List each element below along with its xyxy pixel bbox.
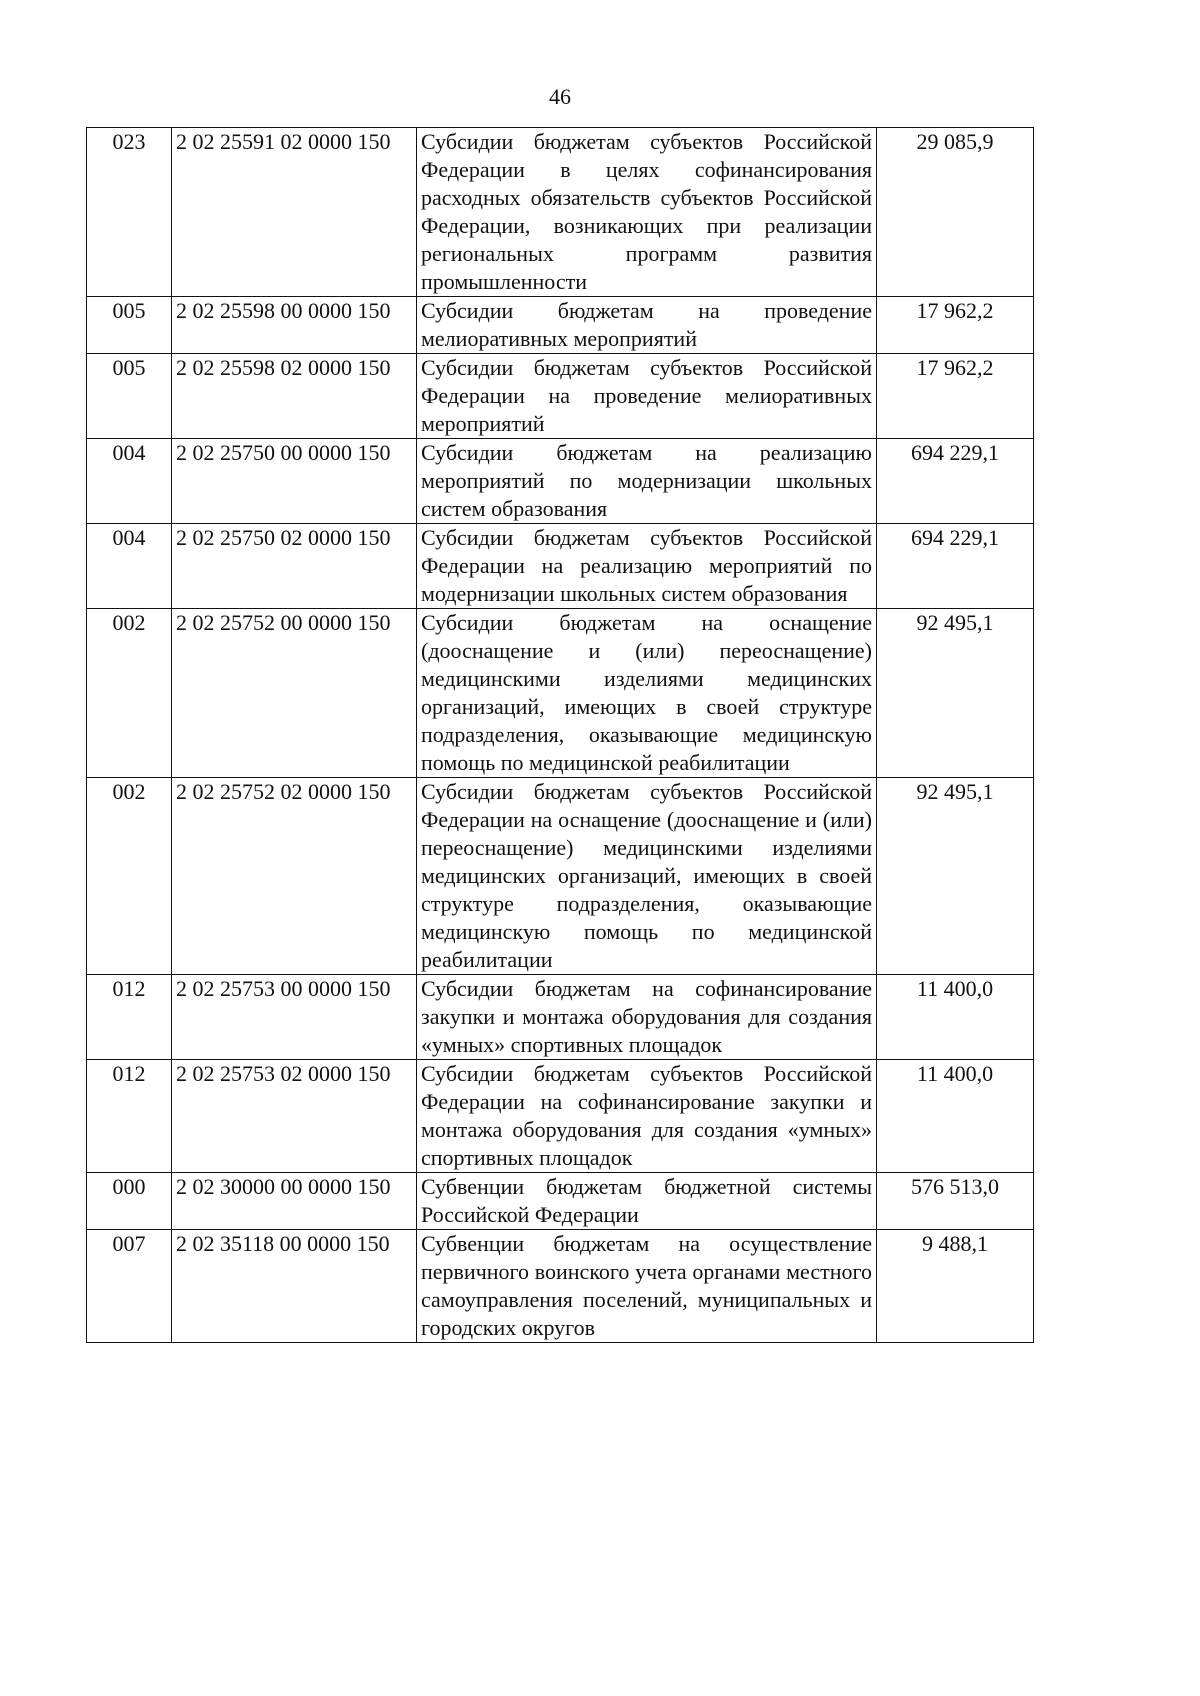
budget-classification-code-cell: 2 02 25752 00 0000 150 <box>172 609 417 778</box>
amount-cell: 92 495,1 <box>877 778 1034 975</box>
budget-classification-code-cell: 2 02 25753 02 0000 150 <box>172 1060 417 1173</box>
admin-code-cell: 012 <box>87 975 172 1060</box>
budget-classification-code-cell: 2 02 25598 00 0000 150 <box>172 297 417 354</box>
table-row <box>87 439 1034 524</box>
amount-cell: 694 229,1 <box>877 439 1034 524</box>
budget-classification-code-cell: 2 02 25750 02 0000 150 <box>172 524 417 609</box>
amount-cell: 694 229,1 <box>877 524 1034 609</box>
table-row <box>87 1060 1034 1173</box>
budget-revenue-table <box>86 127 1034 1343</box>
revenue-name-cell: Субсидии бюджетам субъектов Российской Федерации на софинансирование закупки и монтажа оборудования для создания «умных» спортивных площадок <box>417 1060 877 1173</box>
amount-cell: 92 495,1 <box>877 609 1034 778</box>
table-row <box>87 128 1034 297</box>
revenue-name-cell: Субвенции бюджетам на осуществление первичного воинского учета органами местного самоуправления поселений, муниципальных и городских округов <box>417 1230 877 1343</box>
revenue-name-cell: Субсидии бюджетам на реализацию мероприятий по модернизации школьных систем образования <box>417 439 877 524</box>
amount-cell: 11 400,0 <box>877 1060 1034 1173</box>
budget-classification-code-cell: 2 02 25750 00 0000 150 <box>172 439 417 524</box>
amount-cell: 576 513,0 <box>877 1173 1034 1230</box>
budget-classification-code-cell: 2 02 30000 00 0000 150 <box>172 1173 417 1230</box>
budget-classification-code-cell: 2 02 25752 02 0000 150 <box>172 778 417 975</box>
budget-classification-code-cell: 2 02 35118 00 0000 150 <box>172 1230 417 1343</box>
amount-cell: 17 962,2 <box>877 297 1034 354</box>
amount-cell: 17 962,2 <box>877 354 1034 439</box>
page-number: 46 <box>549 84 571 109</box>
table-row <box>87 297 1034 354</box>
admin-code-cell: 005 <box>87 297 172 354</box>
amount-cell: 11 400,0 <box>877 975 1034 1060</box>
revenue-name-cell: Субсидии бюджетам на софинансирование закупки и монтажа оборудования для создания «умных» спортивных площадок <box>417 975 877 1060</box>
amount-cell: 9 488,1 <box>877 1230 1034 1343</box>
admin-code-cell: 004 <box>87 439 172 524</box>
table-row <box>87 1230 1034 1343</box>
revenue-name-cell: Субсидии бюджетам субъектов Российской Федерации на реализацию мероприятий по модернизации школьных систем образования <box>417 524 877 609</box>
budget-classification-code-cell: 2 02 25591 02 0000 150 <box>172 128 417 297</box>
admin-code-cell: 005 <box>87 354 172 439</box>
table-row <box>87 354 1034 439</box>
revenue-name-cell: Субсидии бюджетам субъектов Российской Федерации на оснащение (дооснащение и (или) переоснащение) медицинскими изделиями медицинских организаций, имеющих в своей структуре подразделения, оказывающие медицинскую помощь по медицинской реабилитации <box>417 778 877 975</box>
revenue-name-cell: Субсидии бюджетам на оснащение (дооснащение и (или) переоснащение) медицинскими изделиями медицинских организаций, имеющих в своей структуре подразделения, оказывающие медицинскую помощь по медицинской реабилитации <box>417 609 877 778</box>
revenue-name-cell: Субсидии бюджетам субъектов Российской Федерации в целях софинансирования расходных обязательств субъектов Российской Федерации, возникающих при реализации региональных программ развития промышленности <box>417 128 877 297</box>
budget-classification-code-cell: 2 02 25753 00 0000 150 <box>172 975 417 1060</box>
admin-code-cell: 000 <box>87 1173 172 1230</box>
table-row <box>87 524 1034 609</box>
revenue-name-cell: Субсидии бюджетам на проведение мелиоративных мероприятий <box>417 297 877 354</box>
admin-code-cell: 004 <box>87 524 172 609</box>
admin-code-cell: 023 <box>87 128 172 297</box>
table-row <box>87 778 1034 975</box>
amount-cell: 29 085,9 <box>877 128 1034 297</box>
table-row <box>87 975 1034 1060</box>
revenue-name-cell: Субвенции бюджетам бюджетной системы Российской Федерации <box>417 1173 877 1230</box>
revenue-name-cell: Субсидии бюджетам субъектов Российской Федерации на проведение мелиоративных мероприятий <box>417 354 877 439</box>
table-row <box>87 609 1034 778</box>
table-row <box>87 1173 1034 1230</box>
admin-code-cell: 007 <box>87 1230 172 1343</box>
admin-code-cell: 002 <box>87 609 172 778</box>
admin-code-cell: 012 <box>87 1060 172 1173</box>
admin-code-cell: 002 <box>87 778 172 975</box>
budget-classification-code-cell: 2 02 25598 02 0000 150 <box>172 354 417 439</box>
